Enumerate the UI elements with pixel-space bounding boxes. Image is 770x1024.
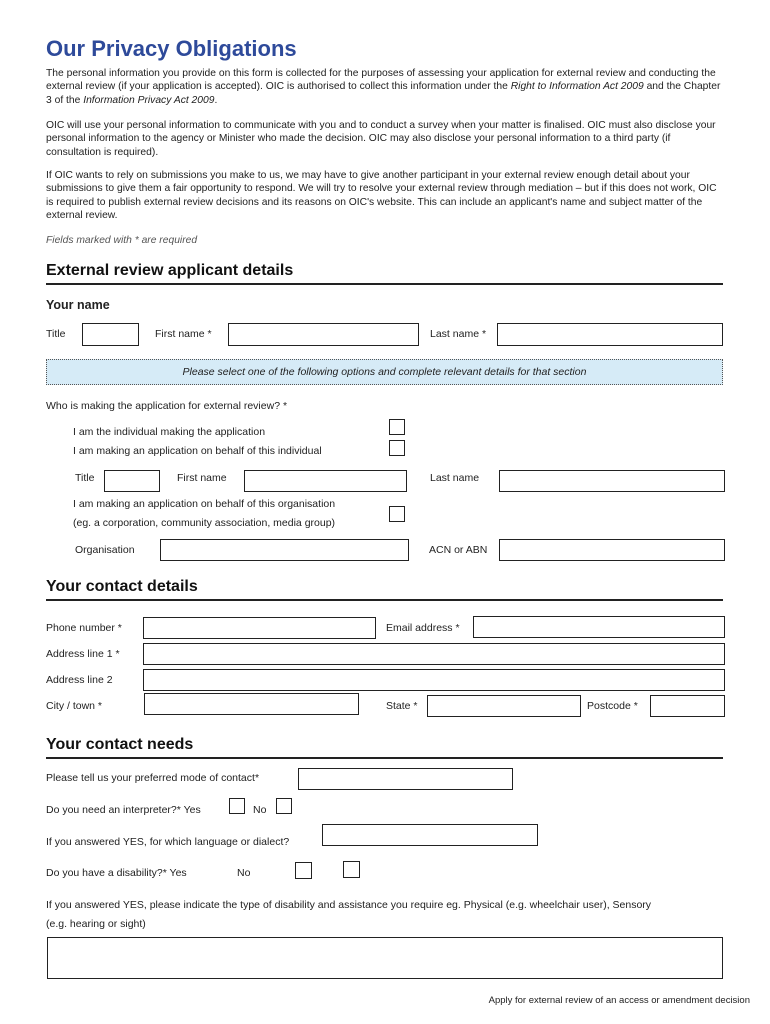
option-individual-label: I am the individual making the application: [73, 426, 266, 438]
interpreter-no-label: No: [253, 804, 267, 816]
privacy-paragraph-2: OIC will use your personal information to communicate with you and to conduct a survey when your matter is finalised. OIC must also disclose your personal information to the agency or Minister who made the decision. OIC may also disclose your personal information to a third party (if consultation is required).: [46, 120, 716, 158]
organisation-input[interactable]: [160, 539, 409, 561]
address1-input[interactable]: [143, 643, 725, 665]
postcode-input[interactable]: [650, 695, 725, 717]
phone-input[interactable]: [143, 617, 376, 639]
disability-label: Do you have a disability?* Yes: [46, 867, 187, 879]
organisation-label: Organisation: [75, 544, 135, 556]
your-name-subheading: Your name: [46, 298, 110, 312]
title-input[interactable]: [82, 323, 139, 346]
footer-text: Apply for external review of an access or amendment decision: [488, 995, 750, 1006]
first-name-label: First name *: [155, 328, 212, 340]
state-label: State *: [386, 700, 418, 712]
acn-abn-input[interactable]: [499, 539, 725, 561]
option-individual-checkbox[interactable]: [389, 419, 405, 435]
interpreter-yes-checkbox[interactable]: [229, 798, 245, 814]
acn-abn-label: ACN or ABN: [429, 544, 488, 556]
city-input[interactable]: [144, 693, 359, 715]
last-name-input[interactable]: [497, 323, 723, 346]
address1-label: Address line 1 *: [46, 648, 120, 660]
interpreter-label: Do you need an interpreter?* Yes: [46, 804, 201, 816]
individual-title-label: Title: [75, 472, 95, 484]
disability-detail-textarea[interactable]: [47, 937, 723, 979]
email-label: Email address *: [386, 622, 460, 634]
language-input[interactable]: [322, 824, 538, 846]
section-divider: [46, 757, 723, 759]
contact-mode-input[interactable]: [298, 768, 513, 790]
section-heading-applicant: External review applicant details: [46, 262, 294, 279]
disability-yes-checkbox[interactable]: [295, 862, 312, 879]
individual-title-input[interactable]: [104, 470, 160, 492]
first-name-input[interactable]: [228, 323, 419, 346]
option-behalf-org-label: I am making an application on behalf of this organisation: [73, 498, 336, 510]
interpreter-no-checkbox[interactable]: [276, 798, 292, 814]
selection-notice: Please select one of the following options and complete relevant details for that section: [46, 359, 723, 385]
who-question: Who is making the application for external review? *: [46, 400, 288, 412]
last-name-label: Last name *: [430, 328, 487, 340]
city-label: City / town *: [46, 700, 103, 712]
section-heading-contact: Your contact details: [46, 578, 198, 595]
individual-last-name-input[interactable]: [499, 470, 725, 492]
title-label: Title: [46, 328, 66, 340]
section-divider: [46, 283, 723, 285]
postcode-label: Postcode *: [587, 700, 638, 712]
individual-first-name-input[interactable]: [244, 470, 407, 492]
individual-first-name-label: First name: [177, 472, 227, 484]
privacy-paragraph-1: The personal information you provide on this form is collected for the purposes of assessing your application for external review and conducting the external review (if your application is accepted). OIC is authorised to collect this information under the Right to Information Act 2009 and the Chapter 3 of the Information Privacy Act 2009.: [46, 68, 721, 106]
option-behalf-org-example: (eg. a corporation, community association, media group): [73, 517, 336, 529]
language-label: If you answered YES, for which language or dialect?: [46, 836, 290, 848]
phone-label: Phone number *: [46, 622, 122, 634]
privacy-paragraph-3: If OIC wants to rely on submissions you make to us, we may have to give another participant in your external review enough detail about your submissions to give them a fair opportunity to respond. We will try to resolve your external review through mediation – but if this does not work, OIC is required to publish external review decisions and its reasons on OIC's website. This can include an applicant's name and subject matter of the external review.: [46, 170, 717, 221]
disability-no-label: No: [237, 867, 251, 879]
option-behalf-individual-label: I am making an application on behalf of this individual: [73, 445, 322, 457]
email-input[interactable]: [473, 616, 725, 638]
disability-detail-label-2: (e.g. hearing or sight): [46, 918, 146, 930]
address2-label: Address line 2: [46, 674, 113, 686]
address2-input[interactable]: [143, 669, 725, 691]
disability-no-checkbox[interactable]: [343, 861, 360, 878]
disability-detail-label: If you answered YES, please indicate the type of disability and assistance you require eg. Physical (e.g. wheelchair user), Sensory: [46, 899, 652, 911]
contact-mode-label: Please tell us your preferred mode of contact*: [46, 772, 260, 784]
option-behalf-org-checkbox[interactable]: [389, 506, 405, 522]
individual-last-name-label: Last name: [430, 472, 480, 484]
option-behalf-individual-checkbox[interactable]: [389, 440, 405, 456]
required-note: Fields marked with * are required: [46, 235, 198, 246]
page-title: Our Privacy Obligations: [46, 36, 297, 61]
section-divider: [46, 599, 723, 601]
state-input[interactable]: [427, 695, 581, 717]
section-heading-needs: Your contact needs: [46, 736, 194, 753]
